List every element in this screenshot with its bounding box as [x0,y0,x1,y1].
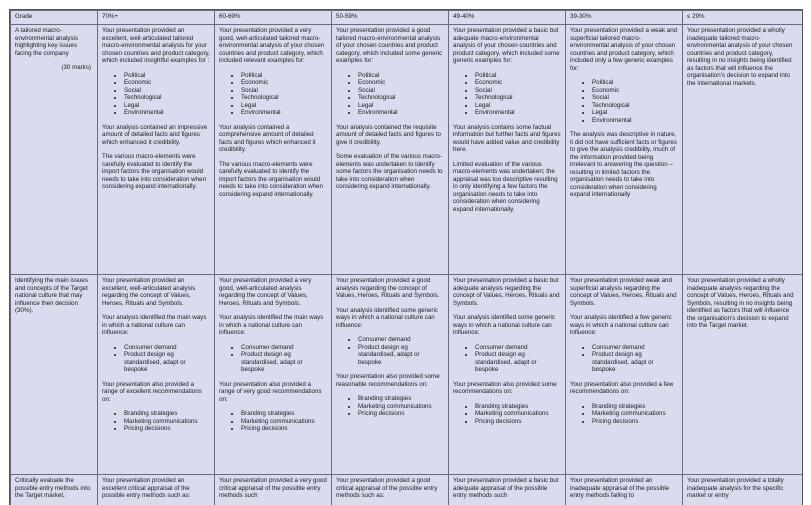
list-item: • Product design eg standardised, adapt or bespoke [124,351,210,374]
cell-paragraph: Your presentation provided a good tailored macro-environmental analysis of your chosen countries and product category, which included some generic examples for: [336,27,444,65]
cell-paragraph: Your presentation provided a very good critical appraisal of the possible entry methods such [219,477,327,500]
list-item: • Pricing decisions [475,418,561,426]
cell-paragraph: The various macro-elements were carefully evaluated to identify the import factors the organisation would needs to take into consideration when considering expand internationally. [219,161,327,199]
list-item: • Pricing decisions [592,418,678,426]
grade-cell-50-59 [332,275,449,475]
criterion-text: Identifying the main issues and concepts of the Target national culture that may influence their decision (30%). [15,277,93,315]
list-item: • Environmental [124,109,210,117]
criterion-text: Critically evaluate the possible entry methods into the Target market, [15,477,93,500]
list-item: • Environmental [358,109,444,117]
cell-paragraph: Your presentation also provided some reasonable recommendations on: [336,373,444,388]
recommendation-list [219,410,327,433]
list-item: • Social [241,87,327,95]
cell-paragraph: Your presentation also provided a range of very good recommendations on: [219,381,327,404]
list-item: • Marketing communications [475,410,561,418]
grade-cell-49-40 [449,25,566,275]
list-item: • Environmental [241,109,327,117]
header-29-or-less: ≤ 29% [683,11,803,25]
grade-cell-39-30 [566,475,683,505]
cell-paragraph: Your presentation provided a basic but adequate analysis regarding the concept of Values, Heroes, Rituals and Symbols. [453,277,561,307]
cell-paragraph: Your presentation provided an excellent, well-articulated tailored macro-environmental analysis for your chosen countries and product category, which included insightful examples for : [102,27,210,65]
list-item: • Branding strategies [475,403,561,411]
cell-paragraph: Limited evaluation of the various macro-elements was undertaken; the appraisal was too descriptive resulting in only identifying a few factors the organisation needs to take into consideration when considering expand internationally. [453,161,561,214]
header-50-59: 50-59% [332,11,449,25]
grade-cell-50-59 [332,25,449,275]
cell-paragraph: Some evaluation of the various macro-elements was undertaken to identify some factors the organisation needs to take into consideration when considering expand internationally. [336,153,444,191]
list-item: • Pricing decisions [241,425,327,433]
criterion-row-entry-methods [11,475,803,505]
list-item: • Legal [124,102,210,110]
list-item: • Environmental [475,109,561,117]
cell-paragraph: Your presentation provided a very good, well-articulated analysis regarding the concept of Values, Heroes, Rituals and Symbols. [219,277,327,307]
list-item: • Political [241,72,327,80]
influence-list [570,344,678,374]
cell-paragraph: Your presentation provided a good critical appraisal of the possible entry methods such as: [336,477,444,500]
marking-rubric-table [10,10,803,505]
list-item: • Political [475,72,561,80]
list-item: • Branding strategies [358,395,444,403]
list-item: • Legal [592,109,678,117]
pestle-list [453,72,561,117]
header-grade: Grade [11,11,98,25]
recommendation-list [570,403,678,426]
list-item: • Economic [241,79,327,87]
header-39-30: 39-30% [566,11,683,25]
cell-paragraph: Your analysis contained the requisite amount of detailed facts and figures to give it credibility. [336,124,444,147]
criterion-row-macro-analysis [11,25,803,275]
cell-paragraph: Your analysis identified a few generic ways in which a national culture can influence: [570,314,678,337]
cell-paragraph: Your analysis contained an impressive amount of detailed facts and figures which enhanced it credibility. [102,124,210,147]
list-item: • Social [358,87,444,95]
list-item: • Technological [475,94,561,102]
recommendation-list [453,403,561,426]
list-item: • Consumer demand [124,344,210,352]
cell-paragraph: Your analysis contained a comprehensive amount of detailed facts and figures which enhanced it credibility. [219,124,327,154]
grade-cell-70-plus [98,475,215,505]
list-item: • Product design eg standardised, adapt or bespoke [592,351,678,374]
list-item: • Social [592,94,678,102]
list-item: • Technological [124,94,210,102]
header-60-69: 60-69% [215,11,332,25]
grade-cell-50-59 [332,475,449,505]
grade-cell-29-or-less [683,25,803,275]
cell-paragraph: Your presentation provided an excellent critical appraisal of the possible entry methods such as: [102,477,210,500]
list-item: • Product design eg standardised, adapt or bespoke [358,344,444,367]
list-item: • Consumer demand [241,344,327,352]
list-item: • Legal [358,102,444,110]
criterion-cell [11,475,98,505]
grade-cell-70-plus [98,25,215,275]
list-item: • Pricing decisions [358,410,444,418]
cell-paragraph: Your presentation provided a good analysis regarding the concept of Values, Heroes, Rituals and Symbols. [336,277,444,300]
grade-cell-39-30 [566,275,683,475]
pestle-list [570,79,678,124]
cell-paragraph: Your presentation provided a very good, well-articulated tailored macro-environmental analysis of your chosen countries and product category, which included relevant examples for: [219,27,327,65]
grade-cell-29-or-less [683,275,803,475]
pestle-list [336,72,444,117]
criterion-text: A tailored macro-environmental analysis highlighting key issues facing the company [15,27,93,57]
list-item: • Social [475,87,561,95]
list-item: • Marketing communications [592,410,678,418]
header-row [11,11,803,25]
grade-cell-39-30 [566,25,683,275]
grade-cell-60-69 [215,25,332,275]
list-item: • Political [124,72,210,80]
influence-list [336,336,444,366]
list-item: • Branding strategies [241,410,327,418]
list-item: • Marketing communications [241,418,327,426]
list-item: • Technological [358,94,444,102]
criterion-marks: (30 marks) [15,64,93,72]
grade-cell-29-or-less [683,475,803,505]
influence-list [453,344,561,374]
cell-paragraph: Your presentation provided a basic but adequate macro-environmental analysis of your chosen countries and product category, which included some generic examples for: [453,27,561,65]
list-item: • Economic [592,87,678,95]
criterion-row-national-culture [11,275,803,475]
cell-paragraph: Your presentation provided a wholly inadequate tailored macro-environmental analysis of your chosen countries and product category, resulting in no insights being identified as factors that will influence the organisation's decision to expand into the international markets. [687,27,798,87]
rubric-table-container [9,9,803,505]
list-item: • Legal [475,102,561,110]
list-item: • Economic [475,79,561,87]
cell-paragraph: The analysis was descriptive in nature, it did not have sufficient facts or figures to give the analysis credibility, much of the information provided being irrelevant to answering the question – resulting in limited factors the organisation needs to take into consideration when considering expand internationally [570,131,678,199]
list-item: • Consumer demand [358,336,444,344]
cell-paragraph: Your presentation provided a totally inadequate analysis for the specific market or entry [687,477,798,500]
cell-paragraph: Your presentation provided an excellent, well-articulated analysis regarding the concept of Values, Heroes, Rituals and Symbols. [102,277,210,307]
list-item: • Product design eg standardised, adapt or bespoke [475,351,561,374]
cell-paragraph: Your presentation provided an inadequate appraisal of the possible entry methods failing to [570,477,678,500]
cell-paragraph: The various macro-elements were carefully evaluated to identify the import factors the organisation would needs to take into consideration when considering expand internationally. [102,153,210,191]
header-49-40: 49-40% [449,11,566,25]
cell-paragraph: Your analysis identified the main ways in which a national culture can influence: [102,314,210,337]
list-item: • Marketing communications [124,418,210,426]
cell-paragraph: Your presentation also provided a few recommendations on: [570,381,678,396]
cell-paragraph: Your analysis identified some generic ways in which a national culture can influence: [453,314,561,337]
grade-cell-60-69 [215,275,332,475]
pestle-list [102,72,210,117]
list-item: • Pricing decisions [124,425,210,433]
grade-cell-49-40 [449,275,566,475]
cell-paragraph: Your presentation provided a basic but adequate appraisal of the possible entry methods such [453,477,561,500]
cell-paragraph: Your presentation also provided a range of excellent recommendations on: [102,381,210,404]
cell-paragraph: Your analysis contains some factual information but further facts and figures would have added value and credibility here. [453,124,561,154]
list-item: • Political [358,72,444,80]
list-item: • Political [592,79,678,87]
grade-cell-49-40 [449,475,566,505]
list-item: • Technological [592,102,678,110]
grade-cell-60-69 [215,475,332,505]
list-item: • Social [124,87,210,95]
list-item: • Branding strategies [124,410,210,418]
cell-paragraph: Your analysis identified some generic ways in which a national culture can influence: [336,307,444,330]
list-item: • Consumer demand [475,344,561,352]
influence-list [219,344,327,374]
pestle-list [219,72,327,117]
list-item: • Branding strategies [592,403,678,411]
list-item: • Economic [124,79,210,87]
cell-paragraph: Your analysis identified the main ways in which a national culture can influence: [219,314,327,337]
list-item: • Technological [241,94,327,102]
list-item: • Legal [241,102,327,110]
recommendation-list [102,410,210,433]
cell-paragraph: Your presentation also provided some recommendations on: [453,381,561,396]
criterion-cell [11,275,98,475]
list-item: • Marketing communications [358,403,444,411]
list-item: • Product design eg standardised, adapt or bespoke [241,351,327,374]
cell-paragraph: Your presentation provided a weak and superficial tailored macro-environmental analysis of your chosen countries and product category, which included only a few generic examples for: [570,27,678,72]
recommendation-list [336,395,444,418]
list-item: • Economic [358,79,444,87]
influence-list [102,344,210,374]
list-item: • Environmental [592,117,678,125]
cell-paragraph: Your presentation provided a wholly inadequate analysis regarding the concept of Values, Heroes, Rituals and Symbols, resulting in no insights being identified as factors that will influence the organisation's decision to expand into the Target market. [687,277,798,330]
cell-paragraph: Your presentation provided weak and superficial analysis regarding the concept of Values, Heroes, Rituals and Symbols. [570,277,678,307]
header-70-plus: 70%+ [98,11,215,25]
grade-cell-70-plus [98,275,215,475]
list-item: • Consumer demand [592,344,678,352]
criterion-cell [11,25,98,275]
